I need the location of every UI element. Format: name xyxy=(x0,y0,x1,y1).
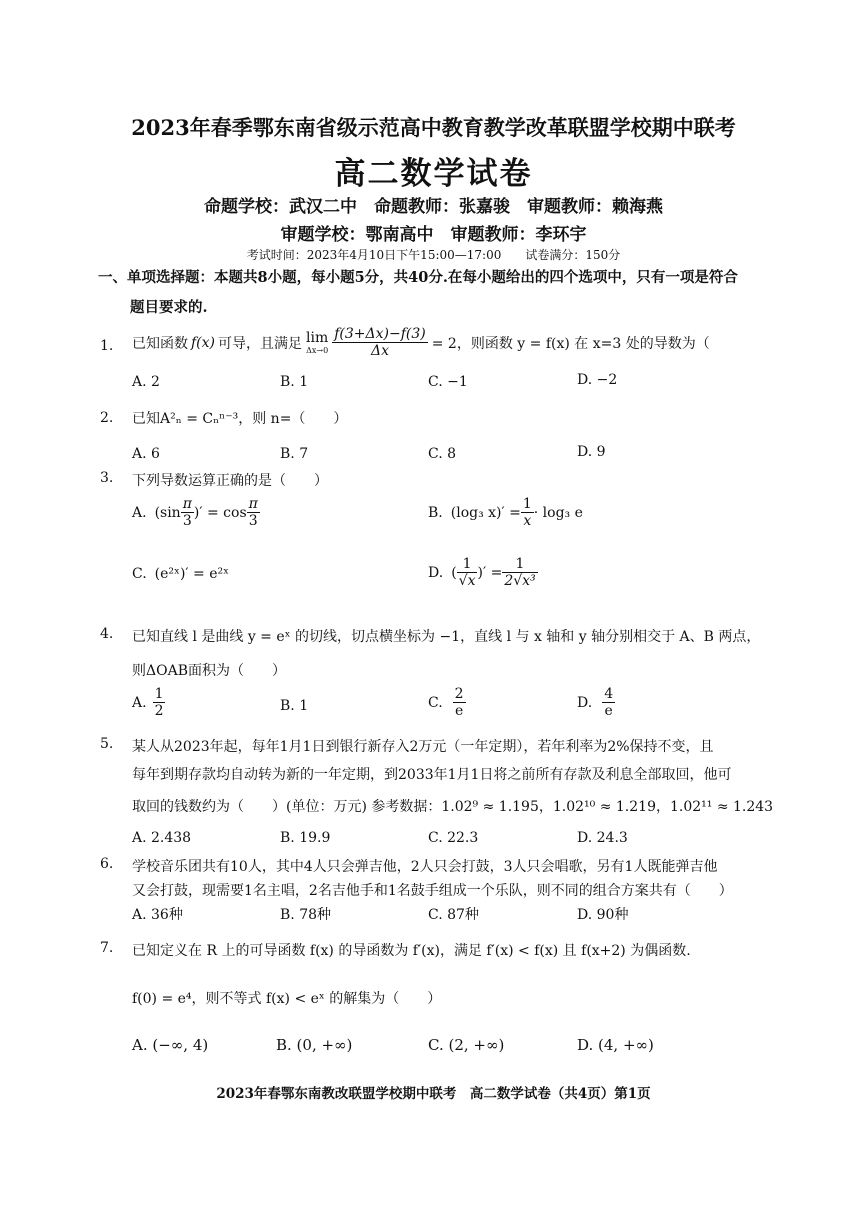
q6-option-a[interactable]: A. 36种 xyxy=(132,907,183,923)
q3-a-pi2: π xyxy=(248,496,258,512)
q3-c-label: C. xyxy=(132,566,147,582)
page-footer: 2023年春鄂东南教改联盟学校期中联考 高二数学试卷（共4页）第1页 xyxy=(216,1086,651,1102)
reviewer-line: 审题学校：鄂南高中 审题教师：李环宇 xyxy=(280,225,587,245)
q4-a-num: 1 xyxy=(154,686,164,702)
q3-d-frac xyxy=(502,556,537,589)
q4-option-b[interactable]: B. 1 xyxy=(280,698,309,714)
q6-stem-line2: 又会打鼓，现需要1名主唱，2名吉他手和1名鼓手组成一个乐队，则不同的组合方案共有（ ） xyxy=(132,883,733,899)
q1-number: 1. xyxy=(100,338,114,354)
q3-b-label: B. xyxy=(428,504,443,521)
q1-post: = 2，则函数 y = f(x) 在 x=3 处的导数为（ xyxy=(431,335,710,352)
q7-option-d[interactable]: D. (4, +∞) xyxy=(577,1036,654,1054)
q4-stem-line1: 已知直线 l 是曲线 y = eˣ 的切线，切点横坐标为 −1，直线 l 与 x 轴和 y 轴分别相交于 A、B 两点， xyxy=(132,629,761,645)
q3-a-cos: )′ = cos xyxy=(193,504,247,521)
exam-time-line: 考试时间：2023年4月10日下午15:00—17:00 试卷满分：150分 xyxy=(246,248,621,262)
q3-b-num: 1 xyxy=(522,496,532,512)
q5-option-a[interactable]: A. 2.438 xyxy=(132,830,192,846)
q1-mid: 可导，且满足 xyxy=(218,335,303,352)
q4-c-den: e xyxy=(454,703,464,719)
q3-b-frac xyxy=(521,496,534,529)
q4-c-frac xyxy=(453,686,466,719)
q4-option-d[interactable] xyxy=(577,686,615,719)
exam-title: 2023年春季鄂东南省级示范高中教育教学改革联盟学校期中联考 xyxy=(131,115,736,140)
q3-option-d[interactable] xyxy=(428,556,538,589)
q3-option-b[interactable] xyxy=(428,496,583,529)
q1-lim: lim xyxy=(306,330,329,346)
q2-stem: 已知A²ₙ = Cₙⁿ⁻³，则 n=（ ） xyxy=(132,411,348,427)
q1-fraction xyxy=(332,326,428,359)
q1-option-d[interactable]: D. −2 xyxy=(577,372,618,388)
q2-option-c[interactable]: C. 8 xyxy=(428,446,457,462)
q3-d-den: 2√x³ xyxy=(504,573,536,589)
q7-option-c[interactable]: C. (2, +∞) xyxy=(428,1036,505,1054)
q2-option-b[interactable]: B. 7 xyxy=(280,446,309,462)
q3-stem: 下列导数运算正确的是（ ） xyxy=(132,473,328,489)
q5-stem-line1: 某人从2023年起，每年1月1日到银行新存入2万元（一年定期），若年利率为2%保持不变，且 xyxy=(132,739,714,755)
q3-d-num: 1 xyxy=(502,556,537,573)
q3-a-frac2 xyxy=(247,496,260,529)
q1-limit xyxy=(306,330,328,355)
q3-d-inner-num: 1 xyxy=(457,556,478,573)
q1-option-b[interactable]: B. 1 xyxy=(280,374,309,390)
q3-a-pi1: π xyxy=(182,496,192,512)
q7-stem-line2: f(0) = e⁴，则不等式 f(x) < eˣ 的解集为（ ） xyxy=(132,991,442,1007)
q4-stem-line2: 则ΔOAB面积为（ ） xyxy=(132,663,286,679)
q5-stem-line3: 取回的钱数约为（ ）(单位：万元) 参考数据：1.02⁹ ≈ 1.195，1.02¹⁰ ≈ 1.219，1.02¹¹ ≈ 1.243 xyxy=(132,799,774,815)
q7-number: 7. xyxy=(100,940,114,956)
q5-stem-line2: 每年到期存款均自动转为新的一年定期，到2033年1月1日将之前所有存款及利息全部取回，他可 xyxy=(132,767,732,783)
q1-f: f(x) xyxy=(191,334,216,351)
q4-a-den: 2 xyxy=(154,703,164,719)
q4-option-c[interactable] xyxy=(428,686,466,719)
q2-option-d[interactable]: D. 9 xyxy=(577,444,606,460)
q7-option-a[interactable]: A. (−∞, 4) xyxy=(132,1036,209,1054)
q4-d-num: 4 xyxy=(604,686,614,702)
q4-d-frac xyxy=(602,686,615,719)
q4-a-frac xyxy=(153,686,166,719)
q1-option-c[interactable]: C. −1 xyxy=(428,374,468,390)
q7-option-b[interactable]: B. (0, +∞) xyxy=(276,1036,353,1054)
q1-frac-num: f(3+Δx)−f(3) xyxy=(334,326,426,342)
q3-d-inner-frac xyxy=(457,556,478,589)
section-heading-cont: 题目要求的. xyxy=(130,299,208,316)
q1-pre: 已知函数 xyxy=(132,335,188,352)
q3-number: 3. xyxy=(100,470,114,486)
q1-lim-sub: Δx→0 xyxy=(306,346,329,355)
author-line: 命题学校：武汉二中 命题教师：张嘉骏 审题教师：赖海燕 xyxy=(204,197,663,217)
q6-option-c[interactable]: C. 87种 xyxy=(428,907,479,923)
q5-option-c[interactable]: C. 22.3 xyxy=(428,830,479,846)
q3-c-expr: (e²ˣ)′ = e²ˣ xyxy=(154,566,230,582)
q3-option-c[interactable] xyxy=(132,566,229,582)
q4-option-a[interactable] xyxy=(132,686,165,719)
q3-b-lhs: (log₃ x)′ = xyxy=(450,504,521,521)
q3-option-a[interactable] xyxy=(132,496,260,529)
q6-option-d[interactable]: D. 90种 xyxy=(577,907,629,923)
q6-stem-line1: 学校音乐团共有10人，其中4人只会弹吉他，2人只会打鼓，3人只会唱歌，另有1人既能弹吉他 xyxy=(132,859,718,875)
q4-c-num: 2 xyxy=(454,686,464,702)
q3-a-sin: (sin xyxy=(154,504,181,521)
q5-option-b[interactable]: B. 19.9 xyxy=(280,830,331,846)
q2-option-a[interactable]: A. 6 xyxy=(132,446,160,462)
q4-d-label: D. xyxy=(577,694,593,711)
q4-a-label: A. xyxy=(132,694,147,711)
q3-d-mid: )′ = xyxy=(477,564,503,581)
q3-a-three1: 3 xyxy=(182,513,192,529)
subject-title: 高二数学试卷 xyxy=(334,156,533,192)
q3-b-rhs: · log₃ e xyxy=(533,504,583,521)
q3-b-den: x xyxy=(523,513,532,529)
q4-c-label: C. xyxy=(428,694,443,711)
q1-stem xyxy=(132,326,710,359)
q4-number: 4. xyxy=(100,626,114,642)
q3-a-frac1 xyxy=(181,496,194,529)
q7-stem-line1: 已知定义在 R 上的可导函数 f(x) 的导函数为 f′(x)，满足 f′(x) < f(x) 且 f(x+2) 为偶函数. xyxy=(132,943,691,959)
q3-a-label: A. xyxy=(132,504,147,521)
q1-frac-den: Δx xyxy=(370,343,389,359)
q5-number: 5. xyxy=(100,736,114,752)
q3-d-open: ( xyxy=(451,564,457,581)
q3-d-inner-den: √x xyxy=(458,573,476,589)
q3-a-three2: 3 xyxy=(248,513,258,529)
q4-d-den: e xyxy=(604,703,613,719)
q6-option-b[interactable]: B. 78种 xyxy=(280,907,332,923)
q3-d-label: D. xyxy=(428,564,444,581)
q5-option-d[interactable]: D. 24.3 xyxy=(577,830,628,846)
q1-option-a[interactable]: A. 2 xyxy=(132,374,160,390)
q2-number: 2. xyxy=(100,410,114,426)
q6-number: 6. xyxy=(100,856,114,872)
section-heading: 一、单项选择题：本题共8小题，每小题5分，共40分.在每小题给出的四个选项中，只有一项是符合 xyxy=(98,269,738,286)
